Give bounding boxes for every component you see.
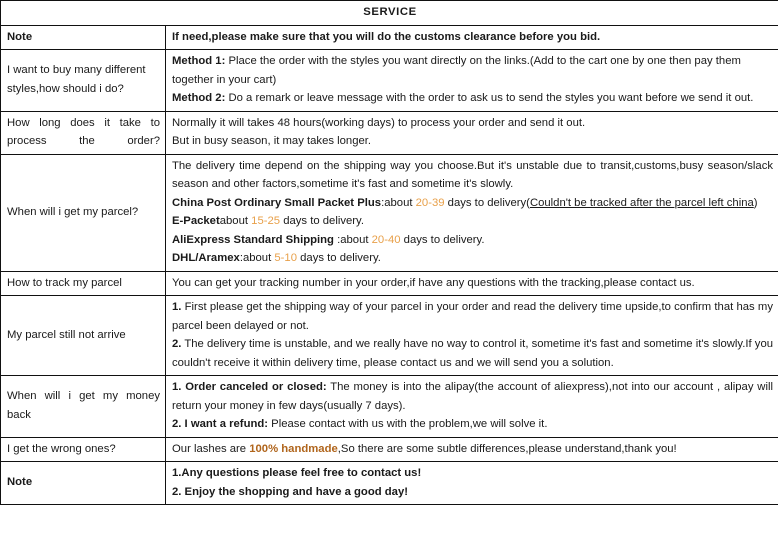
row-body-money-back — [166, 376, 778, 438]
text-segment: The money is into the alipay(the account of aliexpress),not into our account , alipay will return your money in few days(usually 7 days). — [172, 381, 773, 412]
page-title: SERVICE — [1, 1, 778, 26]
body-line — [172, 194, 773, 213]
table-row — [1, 437, 778, 462]
body-line — [172, 132, 773, 151]
text-segment: 2. I want a refund: — [172, 418, 269, 430]
table-row — [1, 462, 778, 505]
row-label-track-parcel: How to track my parcel — [1, 271, 166, 296]
body-line — [172, 440, 773, 459]
text-segment: 15-25 — [251, 215, 281, 227]
body-line — [172, 28, 773, 47]
text-segment: Our lashes are — [172, 442, 250, 455]
row-label-note-closing: Note — [1, 462, 166, 505]
text-segment: 20-39 — [415, 196, 445, 209]
text-segment: The delivery time is unstable, and we really have no way to control it, sometime it's fast and sometime it's slowly.If you couldn't receive it within delivery time, please contact us and we will send you a solution. — [172, 338, 774, 369]
body-line — [172, 231, 773, 250]
text-segment: First please get the shipping way of your parcel in your order and read the delivery time upside,to confirm that has my parcel been delayed or not. — [172, 301, 773, 332]
row-label-buy-many-styles: I want to buy many different styles,how should i do? — [1, 50, 166, 112]
table-row — [1, 376, 778, 438]
text-segment: If need,please make sure that you will do the customs clearance before you bid. — [172, 30, 601, 43]
row-body-track-parcel — [166, 271, 778, 296]
text-segment: Place the order with the styles you want directly on the links.(Add to the cart one by one then pay them together in your cart) — [172, 55, 741, 86]
table-row — [1, 154, 778, 271]
text-segment: 1. Order canceled or closed: — [172, 381, 327, 393]
row-body-processing-time — [166, 111, 778, 154]
body-line — [172, 274, 773, 293]
text-segment: 1.Any questions please feel free to contact us! — [172, 467, 422, 479]
row-label-money-back: When will i get my money back — [1, 376, 166, 438]
text-segment: days to delivery( — [444, 196, 530, 209]
table-title-row — [1, 1, 778, 26]
text-segment: China Post Ordinary Small Packet Plus — [172, 196, 382, 209]
body-line — [172, 89, 773, 108]
text-segment: 100% handmade — [249, 442, 338, 455]
text-segment: :about — [333, 233, 372, 246]
body-line — [172, 52, 773, 89]
text-segment: 2. Enjoy the shopping and have a good day! — [172, 485, 409, 498]
text-segment: ) — [753, 196, 758, 209]
text-segment: AliExpress Standard Shipping — [172, 233, 334, 246]
text-segment: Normally it will takes 48 hours(working days) to process your order and send it out. — [172, 116, 586, 129]
body-line — [172, 249, 773, 268]
text-segment: days to delivery. — [297, 252, 381, 264]
row-body-note-customs — [166, 25, 778, 50]
table-row — [1, 111, 778, 154]
row-label-parcel-not-arrive: My parcel still not arrive — [1, 296, 166, 376]
text-segment: days to delivery. — [280, 215, 364, 227]
table-row — [1, 271, 778, 296]
row-label-note-customs: Note — [1, 25, 166, 50]
text-segment: Do a remark or leave message with the order to ask us to send the styles you want before we send it out. — [225, 92, 754, 104]
text-segment: :about — [381, 196, 416, 209]
text-segment: 1. — [172, 301, 182, 313]
row-label-wrong-ones: I get the wrong ones? — [1, 437, 166, 462]
body-line — [172, 378, 773, 415]
body-line — [172, 335, 773, 372]
table-row — [1, 50, 778, 112]
body-line — [172, 415, 773, 434]
row-body-when-get-parcel — [166, 154, 778, 271]
text-segment: Couldn't be tracked after the parcel left china — [529, 196, 754, 209]
body-line — [172, 157, 773, 194]
row-body-buy-many-styles — [166, 50, 778, 112]
text-segment: E-Packet — [172, 215, 220, 227]
text-segment: DHL/Aramex — [172, 252, 240, 264]
text-segment: You can get your tracking number in your order,if have any questions with the tracking,please contact us. — [172, 276, 695, 289]
faq-rows — [1, 25, 778, 505]
body-line — [172, 298, 773, 335]
body-line — [172, 464, 773, 483]
body-line — [172, 114, 773, 133]
text-segment: about — [219, 215, 252, 227]
text-segment: 20-40 — [371, 233, 401, 246]
table-row — [1, 296, 778, 376]
row-body-note-closing — [166, 462, 778, 505]
text-segment: 2. — [172, 338, 182, 350]
body-line — [172, 483, 773, 502]
text-segment: Method 2: — [172, 92, 226, 104]
table-row — [1, 25, 778, 50]
text-segment: Method 1: — [172, 55, 226, 67]
text-segment: days to delivery. — [400, 233, 485, 246]
row-label-when-get-parcel: When will i get my parcel? — [1, 154, 166, 271]
body-line — [172, 212, 773, 231]
row-label-processing-time: How long does it take to process the order? — [1, 111, 166, 154]
text-segment: Please contact with us with the problem,we will solve it. — [268, 418, 548, 430]
faq-table-body — [1, 1, 778, 26]
text-segment: But in busy season, it may takes longer. — [172, 135, 372, 147]
text-segment: 5-10 — [274, 252, 297, 264]
text-segment: The delivery time depend on the shipping way you choose.But it's unstable due to transit,customs,busy season/slack season and other factors,sometime it's fast and sometime it's slowly. — [172, 159, 773, 190]
text-segment: :about — [239, 252, 275, 264]
text-segment: ,So there are some subtle differences,please understand,thank you! — [337, 442, 677, 455]
row-body-parcel-not-arrive — [166, 296, 778, 376]
row-body-wrong-ones — [166, 437, 778, 462]
